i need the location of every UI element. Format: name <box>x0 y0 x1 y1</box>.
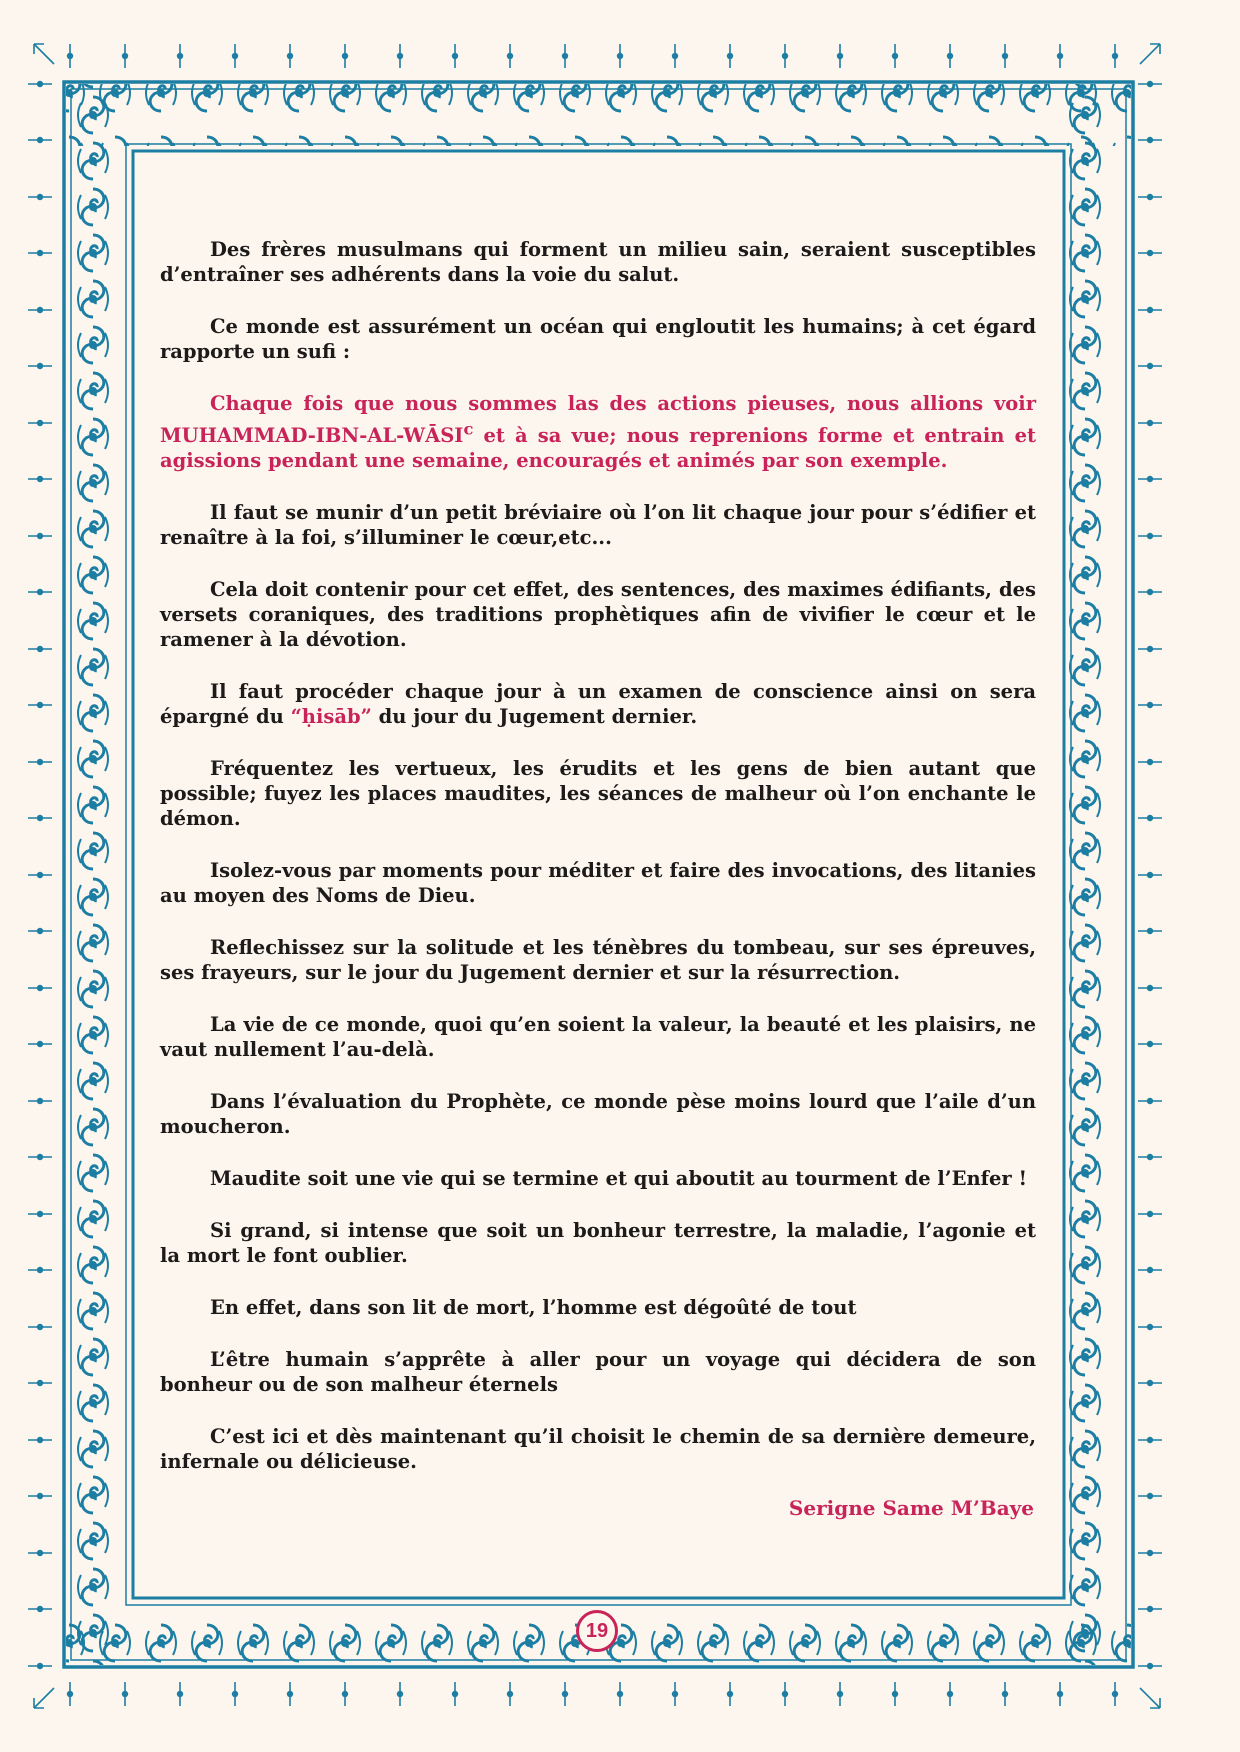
paragraph: Ce monde est assurément un océan qui engloutit les humains; à cet égard rapporte un sufi : <box>160 315 1036 363</box>
quote-text: Chaque fois que nous sommes las des actions pieuses, nous allions voir MUHAMMAD-IBN-AL-WĀSI$^c$ et à sa vue; nous reprenions forme et entrain et agissions pendant une semaine, encouragés et animés par son exemple. <box>160 392 1036 472</box>
page-number: 19 <box>576 1610 618 1652</box>
hisab-term: “ḥisāb” <box>290 704 372 728</box>
paragraph: Maudite soit une vie qui se termine et qui aboutit au tourment de l’Enfer ! <box>210 1166 1028 1190</box>
paragraph: Il faut se munir d’un petit bréviaire où l’on lit chaque jour pour s’édifier et renaître à la foi, s’illuminer le cœur,etc... <box>160 500 1036 549</box>
paragraph: La vie de ce monde, quoi qu’en soient la valeur, la beauté et les plaisirs, ne vaut nullement l’au-delà. <box>160 1012 1036 1061</box>
author-signature: Serigne Same M’Baye <box>788 1496 1034 1520</box>
tick-column-left <box>28 81 52 1669</box>
highlighted-quote <box>160 391 1036 473</box>
paragraph: Si grand, si intense que soit un bonheur terrestre, la maladie, l’agonie et la mort le font oublier. <box>160 1218 1036 1267</box>
border-band-top <box>66 84 1131 146</box>
paragraph: C’est ici et dès maintenant qu’il choisit le chemin de sa dernière demeure, infernale ou délicieuse. <box>160 1424 1036 1473</box>
paragraph: Cela doit contenir pour cet effet, des sentences, des maximes édifiants, des versets coraniques, des traditions prophètiques afin de vivifier le cœur et le ramener à la dévotion. <box>160 577 1036 651</box>
border-band-left <box>66 84 128 1665</box>
paragraph: En effet, dans son lit de mort, l’homme est dégoûté de tout <box>210 1295 857 1319</box>
tick-column-right <box>1138 81 1162 1669</box>
paragraph: L’être humain s’apprête à aller pour un voyage qui décidera de son bonheur ou de son malheur éternels <box>160 1347 1036 1396</box>
border-band-right <box>1069 84 1131 1665</box>
paragraph: Isolez-vous par moments pour méditer et faire des invocations, des litanies au moyen des Noms de Dieu. <box>160 858 1036 907</box>
paragraph: Il faut procéder chaque jour à un examen de conscience ainsi on sera épargné du “ḥisāb” du jour du Jugement dernier. <box>160 679 1036 728</box>
paragraph: Des frères musulmans qui forment un milieu sain, seraient susceptibles d’entraîner ses adhérents dans la voie du salut. <box>160 238 1036 286</box>
main-text <box>160 237 1036 1501</box>
paragraph: Dans l’évaluation du Prophète, ce monde pèse moins lourd que l’aile d’un moucheron. <box>160 1089 1036 1138</box>
tick-row-bottom <box>67 1682 1118 1706</box>
paragraph: Fréquentez les vertueux, les érudits et les gens de bien autant que possible; fuyez les places maudites, les séances de malheur où l’on enchante le démon. <box>160 756 1036 830</box>
tick-row-top <box>67 44 1118 68</box>
paragraph: Reflechissez sur la solitude et les ténèbres du tombeau, sur ses épreuves, ses frayeurs, sur le jour du Jugement dernier et sur la résurrection. <box>160 935 1036 984</box>
